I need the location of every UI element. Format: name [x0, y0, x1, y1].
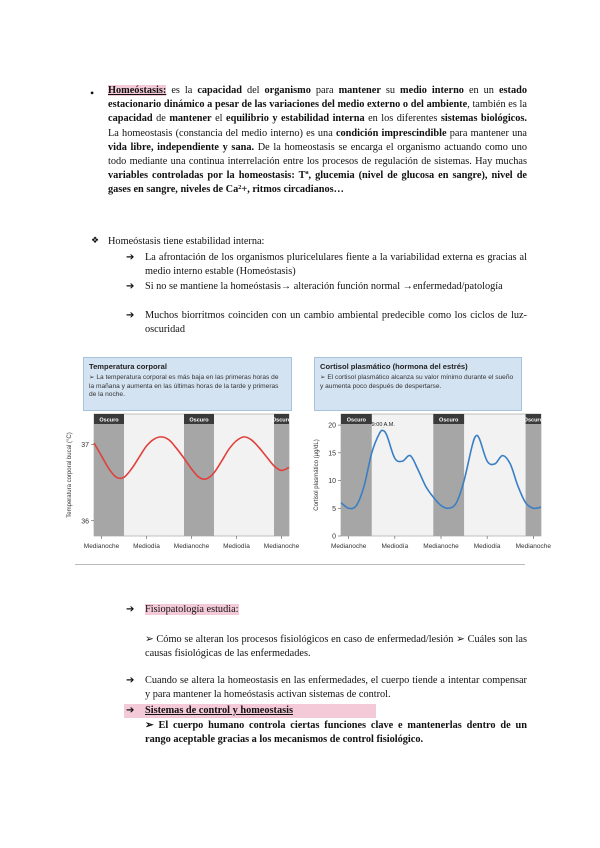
- x-tick-label: Mediodía: [381, 543, 409, 550]
- x-tick-label: Medianoche: [423, 543, 459, 550]
- homeostasis-disease-text: Cuando se altera la homeostasis en las enfermedades, el cuerpo tiende a intentar compensar y para mantener la homeóstasis activan sistemas de control.: [145, 675, 527, 701]
- dark-period-band: [94, 414, 124, 536]
- y-tick-label: 10: [328, 478, 336, 486]
- arrow-icon: ➔: [126, 310, 135, 321]
- temperature-caption-box: [83, 357, 292, 411]
- temperature-chart: [62, 412, 300, 556]
- temperature-chart-description: ➢ La temperatura corporal es más baja en las primeras horas de la mañana y aumenta en las últimas horas de la tarde y primeras de la noche.: [89, 374, 279, 399]
- y-tick-label: 0: [332, 533, 336, 541]
- dark-label: Oscuro: [523, 417, 543, 424]
- arrow-icon: ➔: [126, 604, 135, 615]
- stability-item-1: La afrontación de los organismos pluricelulares fiente a la variabilidad externa es gracias al medio interno estable (Homeóstasis): [145, 252, 527, 278]
- y-tick-label: 5: [332, 505, 336, 513]
- dark-period-band: [184, 414, 214, 536]
- x-tick-label: Mediodía: [133, 543, 160, 550]
- homeostasis-term: Homeóstasis:: [108, 85, 167, 96]
- stability-item-2: Si no se mantiene la homeóstasis→ alteración función normal →enfermedad/patología: [145, 281, 503, 292]
- x-tick-label: Mediodía: [473, 543, 501, 550]
- x-tick-label: Medianoche: [263, 543, 300, 550]
- figure-divider: [75, 564, 525, 565]
- arrow-icon: ➔: [126, 705, 135, 716]
- arrow-icon: ➔: [126, 252, 135, 263]
- dark-label: Oscuro: [346, 417, 367, 424]
- bullet-dot: •: [90, 86, 95, 100]
- y-tick-label: 15: [328, 450, 336, 458]
- y-tick-label: 37: [81, 442, 89, 449]
- dark-period-band: [274, 414, 289, 536]
- arrow-icon: ➔: [126, 281, 135, 292]
- y-axis-label: Temperatura corporal bucal (°C): [67, 432, 73, 518]
- x-tick-label: Medianoche: [83, 543, 120, 550]
- control-systems-sub: ➢ El cuerpo humano controla ciertas funciones clave e mantenerlas dentro de un rango aceptable gracias a los mecanismos de control fisiológico.: [145, 720, 527, 746]
- y-axis-label: Cortisol plasmático (µg/dL): [314, 439, 320, 511]
- dark-period-band: [526, 414, 541, 536]
- fisiopatologia-label: [145, 603, 525, 617]
- diamond-bullet: ❖: [91, 236, 100, 246]
- stability-heading: Homeóstasis tiene estabilidad interna:: [108, 236, 265, 247]
- fisiopatologia-sub: ➢ Cómo se alteran los procesos fisiológicos en caso de enfermedad/lesión ➢ Cuáles son las causas fisiológicas de las enfermedades.: [145, 634, 527, 660]
- control-systems-heading: Sistemas de control y homeostasis: [145, 705, 293, 716]
- dark-label: Oscuro: [439, 417, 459, 424]
- y-tick-label: 20: [328, 422, 336, 430]
- fisiopatologia-text: Fisiopatología estudia:: [145, 604, 239, 615]
- stability-item-3: Muchos biorritmos coinciden con un cambio ambiental predecible como los ciclos de luz-oscuridad: [145, 310, 527, 336]
- x-tick-label: Medianoche: [515, 543, 552, 550]
- x-tick-label: Medianoche: [330, 543, 367, 550]
- dark-label: Oscuro: [189, 417, 209, 424]
- cortisol-caption-box: [314, 357, 522, 411]
- arrow-icon: ➔: [126, 675, 135, 686]
- x-tick-label: Mediodía: [223, 543, 250, 550]
- dark-label: Oscuro: [271, 417, 292, 424]
- homeostasis-paragraph: Homeóstasis: es la capacidad del organismo para mantener su medio interno en un estado estacionario dinámico a pesar de las variaciones del medio externo o del ambiente, también es la capacidad de mantener el equilibrio y estabilidad interna en los diferentes sistemas biológicos. La homeostasis (constancia del medio interno) es una condición imprescindible para mantener una vida libre, independiente y sana. De la homeostasis se encarga el organismo actuando como uno todo mediante una continua interrelación entre los procesos de regulación de sistemas. Hay muchas variables controladas por la homeostasis: Tª, glucemia (nivel de glucosa en sangre), nivel de gases en sangre, niveles de Ca²+, ritmos circadianos…: [108, 85, 528, 196]
- y-tick-label: 36: [81, 518, 89, 526]
- dark-label: Oscuro: [99, 417, 119, 424]
- dark-period-band: [433, 414, 464, 536]
- temperature-chart-title: Temperatura corporal: [89, 362, 167, 371]
- cortisol-chart-description: ➢ El cortisol plasmático alcanza su valor mínimo durante el sueño y aumenta poco después de despertarse.: [320, 374, 514, 390]
- x-tick-label: Medianoche: [173, 543, 210, 550]
- annotation-label: 9:00 A.M.: [371, 422, 395, 428]
- cortisol-chart: [309, 412, 552, 556]
- cortisol-chart-title: Cortisol plasmático (hormona del estrés): [320, 362, 468, 371]
